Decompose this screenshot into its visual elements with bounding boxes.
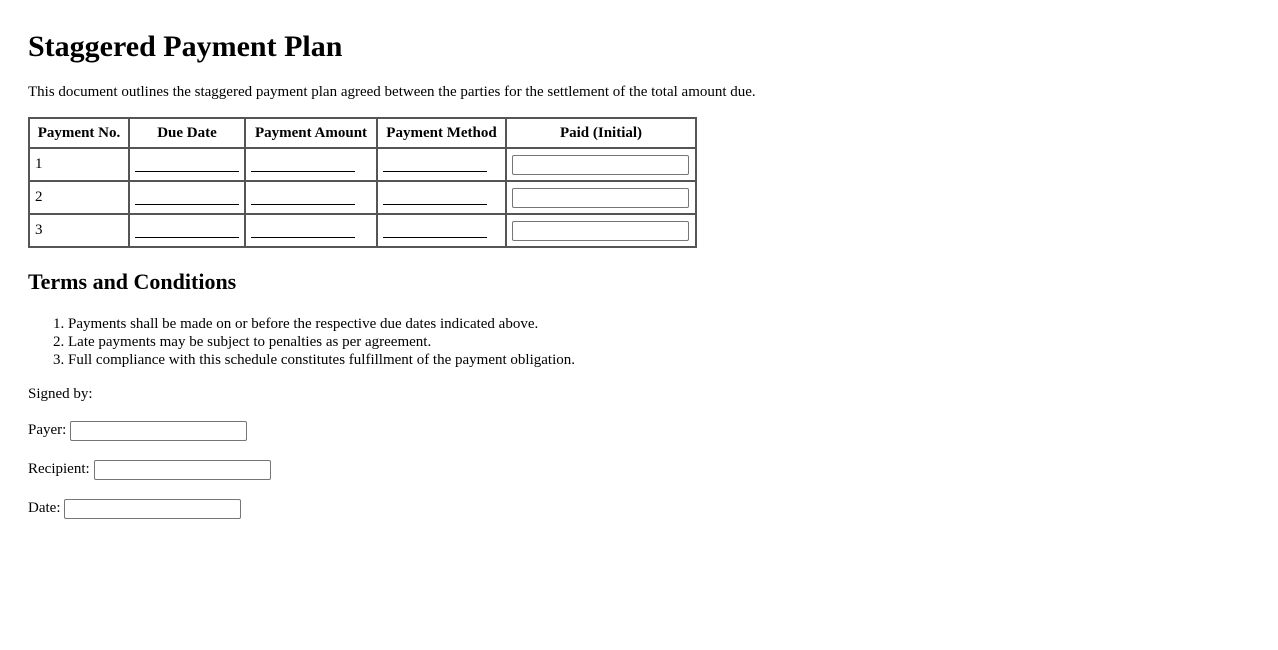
list-item: 3. Full compliance with this schedule constitutes fulfillment of the payment obligation. xyxy=(68,351,1250,369)
due-date-blank-line xyxy=(135,236,239,238)
header-payment-amount: Payment Amount xyxy=(245,118,377,148)
payment-method-blank-line xyxy=(383,203,487,205)
date-signature-row xyxy=(28,497,1250,520)
payer-label: Payer: xyxy=(28,422,67,438)
date-label: Date: xyxy=(28,500,61,516)
due-date-blank-line xyxy=(135,203,239,205)
payment-number-cell: 3 xyxy=(29,214,129,247)
paid-initial-cell xyxy=(506,148,696,181)
payment-amount-cell xyxy=(245,181,377,214)
payment-method-blank-line xyxy=(383,236,487,238)
payment-amount-blank-line xyxy=(251,203,355,205)
table-row xyxy=(29,214,696,247)
header-payment-method: Payment Method xyxy=(377,118,506,148)
header-due-date: Due Date xyxy=(129,118,245,148)
recipient-label: Recipient: xyxy=(28,461,90,477)
payment-amount-cell xyxy=(245,148,377,181)
payment-number-cell: 1 xyxy=(29,148,129,181)
list-item: 2. Late payments may be subject to penalties as per agreement. xyxy=(68,333,1250,351)
table-header-row xyxy=(29,118,696,148)
table-row xyxy=(29,148,696,181)
payment-method-cell xyxy=(377,214,506,247)
date-field[interactable] xyxy=(64,499,241,519)
payer-field[interactable] xyxy=(70,421,247,441)
terms-heading: Terms and Conditions xyxy=(28,269,237,294)
paid-initial-input[interactable] xyxy=(512,188,689,208)
paid-initial-input[interactable] xyxy=(512,221,689,241)
payment-amount-blank-line xyxy=(251,170,355,172)
due-date-blank-line xyxy=(135,170,239,172)
payment-method-cell xyxy=(377,181,506,214)
paid-initial-cell xyxy=(506,181,696,214)
payment-number-cell: 2 xyxy=(29,181,129,214)
due-date-cell xyxy=(129,181,245,214)
signed-by-label: Signed by: xyxy=(28,386,93,402)
header-payment-no: Payment No. xyxy=(29,118,129,148)
payment-amount-blank-line xyxy=(251,236,355,238)
payment-amount-cell xyxy=(245,214,377,247)
terms-list xyxy=(28,315,1250,369)
list-item: 1. Payments shall be made on or before the respective due dates indicated above. xyxy=(68,315,1250,333)
table-row xyxy=(29,181,696,214)
due-date-cell xyxy=(129,214,245,247)
payment-schedule-table xyxy=(28,117,697,248)
intro-text: This document outlines the staggered payment plan agreed between the parties for the settlement of the total amount due. xyxy=(28,84,756,100)
page-title: Staggered Payment Plan xyxy=(28,30,343,63)
payer-signature-row xyxy=(28,419,1250,442)
paid-initial-cell xyxy=(506,214,696,247)
due-date-cell xyxy=(129,148,245,181)
paid-initial-input[interactable] xyxy=(512,155,689,175)
payment-method-blank-line xyxy=(383,170,487,172)
recipient-field[interactable] xyxy=(94,460,271,480)
header-paid-initial: Paid (Initial) xyxy=(506,118,696,148)
recipient-signature-row xyxy=(28,458,1250,481)
payment-method-cell xyxy=(377,148,506,181)
